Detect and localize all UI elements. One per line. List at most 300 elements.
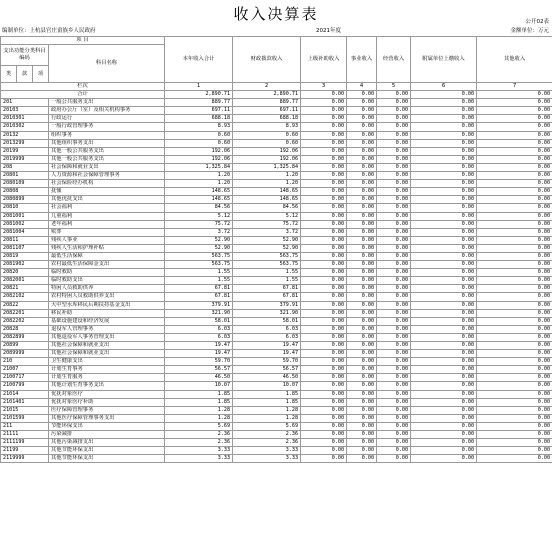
amount-cell: 0.00: [301, 228, 347, 236]
amount-cell: 0.00: [411, 350, 477, 358]
table-row: [1, 277, 552, 285]
amount-cell: 0.00: [377, 180, 411, 188]
amount-cell: 1.85: [233, 390, 301, 398]
amount-cell: 0.00: [477, 422, 552, 430]
amount-cell: 0.00: [411, 155, 477, 163]
subject-name: 其他一般公共服务支出: [49, 155, 165, 163]
amount-cell: 0.00: [347, 261, 377, 269]
amount-cell: 0.00: [477, 447, 552, 455]
table-row: [1, 139, 552, 147]
header-col-5: 经营收入: [377, 37, 411, 83]
header-col-3: 上级补助收入: [301, 37, 347, 83]
amount-cell: 0.00: [301, 139, 347, 147]
amount-cell: 0.00: [347, 244, 377, 252]
amount-cell: 0.00: [477, 309, 552, 317]
amount-cell: 3.72: [233, 228, 301, 236]
amount-cell: 0.00: [347, 212, 377, 220]
amount-cell: 0.00: [377, 333, 411, 341]
table-row: [1, 398, 552, 406]
income-table: [0, 36, 552, 463]
amount-cell: 688.18: [165, 115, 233, 123]
table-row: [1, 188, 552, 196]
amount-cell: 148.65: [165, 196, 233, 204]
amount-cell: 5.69: [165, 422, 233, 430]
amount-cell: 67.81: [233, 285, 301, 293]
subject-name: 卫生健康支出: [49, 358, 165, 366]
amount-cell: 0.00: [301, 422, 347, 430]
amount-cell: 19.47: [165, 342, 233, 350]
amount-cell: 0.00: [301, 212, 347, 220]
header-col-6: 附属单位上缴收入: [411, 37, 477, 83]
amount-cell: 0.00: [301, 390, 347, 398]
subject-name: 残疾人事业: [49, 236, 165, 244]
subject-code: 2081902: [1, 261, 49, 269]
amount-cell: 0.00: [347, 325, 377, 333]
table-row: [1, 99, 552, 107]
amount-cell: 0.00: [411, 390, 477, 398]
table-row: [1, 422, 552, 430]
amount-cell: 3.33: [233, 447, 301, 455]
table-row: [1, 366, 552, 374]
amount-cell: 148.65: [233, 188, 301, 196]
amount-cell: 0.00: [411, 333, 477, 341]
amount-cell: 0.00: [347, 422, 377, 430]
subject-name: 其他社会保障和就业支出: [49, 350, 165, 358]
subject-code: 2082899: [1, 333, 49, 341]
subject-code: 20199: [1, 147, 49, 155]
amount-cell: 0.00: [301, 277, 347, 285]
table-row: [1, 358, 552, 366]
amount-cell: 19.47: [165, 350, 233, 358]
amount-cell: 0.00: [477, 455, 552, 463]
header-col-4: 事业收入: [347, 37, 377, 83]
amount-cell: 0.00: [411, 309, 477, 317]
table-row: [1, 439, 552, 447]
amount-cell: 0.00: [347, 301, 377, 309]
amount-cell: 0.00: [347, 123, 377, 131]
amount-cell: 0.00: [301, 439, 347, 447]
subject-code: 2082201: [1, 309, 49, 317]
amount-cell: 192.06: [165, 155, 233, 163]
amount-cell: 0.00: [411, 293, 477, 301]
table-row: [1, 317, 552, 325]
amount-cell: 0.00: [301, 147, 347, 155]
table-row: [1, 212, 552, 220]
amount-cell: 1.55: [165, 269, 233, 277]
amount-cell: 58.01: [165, 317, 233, 325]
amount-cell: 0.00: [377, 131, 411, 139]
subject-name: 其他节能环保支出: [49, 455, 165, 463]
table-row: [1, 220, 552, 228]
subject-code: 2010302: [1, 123, 49, 131]
amount-cell: 0.00: [347, 285, 377, 293]
amount-cell: 0.00: [477, 342, 552, 350]
amount-cell: 0.00: [347, 196, 377, 204]
subject-code: 21014: [1, 390, 49, 398]
subject-name: 组织事务: [49, 131, 165, 139]
amount-cell: 0.00: [411, 123, 477, 131]
amount-cell: 6.03: [233, 325, 301, 333]
amount-cell: 0.00: [411, 439, 477, 447]
col-number-5: 5: [377, 83, 411, 91]
amount-cell: 148.65: [165, 188, 233, 196]
amount-cell: 58.01: [233, 317, 301, 325]
subject-code: 2013299: [1, 139, 49, 147]
amount-cell: 321.90: [233, 309, 301, 317]
amount-cell: 563.75: [165, 261, 233, 269]
amount-cell: 0.00: [301, 188, 347, 196]
amount-cell: 0.00: [411, 196, 477, 204]
total-row: [1, 91, 552, 99]
total-label: 合计: [1, 91, 165, 99]
amount-cell: 0.00: [411, 180, 477, 188]
amount-cell: 0.00: [377, 447, 411, 455]
header-project: 项 目: [1, 37, 165, 45]
subject-name: 医疗保障管理事务: [49, 406, 165, 414]
amount-cell: 1.85: [165, 398, 233, 406]
amount-cell: 321.90: [165, 309, 233, 317]
amount-cell: 0.00: [477, 107, 552, 115]
subject-name: 其他组织事务支出: [49, 139, 165, 147]
subject-code: 20808: [1, 188, 49, 196]
amount-cell: 0.00: [477, 414, 552, 422]
subject-code: 20828: [1, 325, 49, 333]
amount-cell: 2.36: [233, 431, 301, 439]
amount-cell: 0.00: [347, 131, 377, 139]
subject-code: 20801: [1, 172, 49, 180]
amount-cell: 0.00: [411, 147, 477, 155]
amount-cell: 688.18: [233, 115, 301, 123]
amount-cell: 0.00: [477, 293, 552, 301]
header-lei: 款: [17, 66, 33, 83]
subject-code: 21007: [1, 366, 49, 374]
amount-unit: 金额单位：万元: [510, 28, 549, 34]
subject-code: 2101599: [1, 414, 49, 422]
subject-name: 其他计划生育事务支出: [49, 382, 165, 390]
amount-cell: 0.00: [477, 212, 552, 220]
amount-cell: 0.00: [377, 252, 411, 260]
amount-cell: 0.00: [377, 309, 411, 317]
total-value: 2,890.71: [233, 91, 301, 99]
amount-cell: 0.00: [347, 382, 377, 390]
amount-cell: 0.00: [301, 269, 347, 277]
amount-cell: 0.00: [477, 325, 552, 333]
table-row: [1, 155, 552, 163]
amount-cell: 0.00: [411, 431, 477, 439]
amount-cell: 0.00: [411, 398, 477, 406]
amount-cell: 0.00: [411, 414, 477, 422]
amount-cell: 19.47: [233, 342, 301, 350]
subject-name: 计划生育服务: [49, 374, 165, 382]
amount-cell: 0.00: [377, 350, 411, 358]
subject-name: 老年福利: [49, 220, 165, 228]
amount-cell: 0.00: [301, 374, 347, 382]
subject-code: 210: [1, 358, 49, 366]
header-col-1: 本年收入合计: [165, 37, 233, 83]
subject-code: 21111: [1, 431, 49, 439]
amount-cell: 0.00: [301, 236, 347, 244]
amount-cell: 0.00: [477, 406, 552, 414]
amount-cell: 1.28: [165, 406, 233, 414]
amount-cell: 3.33: [233, 455, 301, 463]
amount-cell: 0.00: [477, 269, 552, 277]
col-number-3: 3: [301, 83, 347, 91]
amount-cell: 0.00: [411, 422, 477, 430]
amount-cell: 0.00: [377, 431, 411, 439]
amount-cell: 52.90: [233, 236, 301, 244]
amount-cell: 0.00: [477, 188, 552, 196]
table-row: [1, 414, 552, 422]
subject-name: 大中型水库移民后期扶持基金支出: [49, 301, 165, 309]
table-row: [1, 447, 552, 455]
amount-cell: 0.00: [377, 422, 411, 430]
subject-code: 20811: [1, 236, 49, 244]
amount-cell: 0.00: [477, 333, 552, 341]
amount-cell: 0.00: [411, 447, 477, 455]
table-row: [1, 147, 552, 155]
amount-cell: 0.00: [347, 163, 377, 171]
amount-cell: 0.00: [377, 204, 411, 212]
amount-cell: 379.91: [233, 301, 301, 309]
amount-cell: 1,325.84: [165, 163, 233, 171]
amount-cell: 0.00: [347, 439, 377, 447]
amount-cell: 5.12: [165, 212, 233, 220]
amount-cell: 1.28: [233, 406, 301, 414]
amount-cell: 0.00: [411, 220, 477, 228]
amount-cell: 0.00: [477, 382, 552, 390]
amount-cell: 3.33: [165, 447, 233, 455]
header-function-class: 支出功能分类科目编码: [1, 45, 49, 66]
amount-cell: 0.00: [411, 107, 477, 115]
amount-cell: 0.00: [347, 236, 377, 244]
amount-cell: 0.00: [377, 439, 411, 447]
amount-cell: 0.00: [347, 358, 377, 366]
amount-cell: 0.00: [301, 455, 347, 463]
amount-cell: 0.00: [411, 236, 477, 244]
amount-cell: 0.00: [411, 139, 477, 147]
table-row: [1, 390, 552, 398]
amount-cell: 0.00: [411, 366, 477, 374]
subject-code: 211: [1, 422, 49, 430]
amount-cell: 0.00: [347, 398, 377, 406]
amount-cell: 1,325.84: [233, 163, 301, 171]
amount-cell: 0.00: [377, 325, 411, 333]
table-row: [1, 236, 552, 244]
subject-code: 2081002: [1, 220, 49, 228]
amount-cell: 0.00: [377, 269, 411, 277]
subject-name: 其他污染减排支出: [49, 439, 165, 447]
total-value: 2,890.71: [165, 91, 233, 99]
amount-cell: 0.00: [411, 382, 477, 390]
amount-cell: 0.00: [301, 447, 347, 455]
amount-cell: 0.00: [377, 155, 411, 163]
header-col-2: 财政拨款收入: [233, 37, 301, 83]
amount-cell: 0.00: [477, 139, 552, 147]
amount-cell: 1.55: [165, 277, 233, 285]
amount-cell: 0.00: [301, 123, 347, 131]
amount-cell: 0.00: [301, 414, 347, 422]
subject-name: 最低生活保障: [49, 252, 165, 260]
subject-name: 节能环保支出: [49, 422, 165, 430]
amount-cell: 0.00: [411, 188, 477, 196]
amount-cell: 75.72: [233, 220, 301, 228]
amount-cell: 563.75: [233, 261, 301, 269]
amount-cell: 889.77: [233, 99, 301, 107]
subject-code: 2081004: [1, 228, 49, 236]
amount-cell: 0.00: [301, 325, 347, 333]
subject-name: 农村最低生活保障金支出: [49, 261, 165, 269]
table-row: [1, 123, 552, 131]
amount-cell: 0.00: [477, 439, 552, 447]
amount-cell: 0.00: [411, 455, 477, 463]
col-number-6: 6: [411, 83, 477, 91]
table-row: [1, 172, 552, 180]
amount-cell: 0.00: [347, 220, 377, 228]
table-row: [1, 342, 552, 350]
subject-code: 2082102: [1, 293, 49, 301]
table-row: [1, 244, 552, 252]
amount-cell: 0.00: [377, 212, 411, 220]
subject-name: 计划生育事务: [49, 366, 165, 374]
amount-cell: 0.00: [301, 358, 347, 366]
amount-cell: 0.00: [347, 455, 377, 463]
amount-cell: 0.00: [377, 107, 411, 115]
amount-cell: 0.00: [411, 131, 477, 139]
amount-cell: 0.00: [347, 228, 377, 236]
amount-cell: 0.00: [477, 123, 552, 131]
subject-name: 污染减排: [49, 431, 165, 439]
amount-cell: 697.11: [165, 107, 233, 115]
amount-cell: 0.00: [377, 293, 411, 301]
subject-name: 特困人员救助供养: [49, 285, 165, 293]
amount-cell: 3.33: [165, 455, 233, 463]
amount-cell: 0.00: [347, 99, 377, 107]
amount-cell: 0.00: [411, 358, 477, 366]
subject-code: 2082001: [1, 277, 49, 285]
amount-cell: 0.00: [301, 317, 347, 325]
subject-code: 20810: [1, 204, 49, 212]
header-row-project: [1, 37, 552, 45]
subject-code: 201: [1, 99, 49, 107]
amount-cell: 0.00: [477, 358, 552, 366]
amount-cell: 0.00: [347, 204, 377, 212]
subject-code: 20819: [1, 252, 49, 260]
total-value: 0.00: [377, 91, 411, 99]
amount-cell: 0.00: [477, 277, 552, 285]
amount-cell: 0.00: [347, 293, 377, 301]
subject-code: 208: [1, 163, 49, 171]
subject-code: 2081001: [1, 212, 49, 220]
row-index-label: 栏次: [1, 83, 165, 91]
amount-cell: 0.00: [477, 317, 552, 325]
amount-cell: 59.70: [165, 358, 233, 366]
amount-cell: 0.00: [301, 333, 347, 341]
amount-cell: 0.60: [165, 139, 233, 147]
amount-cell: 2.36: [165, 439, 233, 447]
subject-name: 退役军人管理事务: [49, 325, 165, 333]
amount-cell: 67.81: [233, 293, 301, 301]
amount-cell: 0.00: [347, 277, 377, 285]
subject-code: 20820: [1, 269, 49, 277]
amount-cell: 0.60: [233, 139, 301, 147]
amount-cell: 0.00: [377, 163, 411, 171]
amount-cell: 0.00: [411, 212, 477, 220]
subject-name: 抚恤: [49, 188, 165, 196]
amount-cell: 10.07: [165, 382, 233, 390]
amount-cell: 0.00: [411, 99, 477, 107]
amount-cell: 0.00: [477, 244, 552, 252]
amount-cell: 0.00: [411, 228, 477, 236]
subject-name: 其他医疗保障管理事务支出: [49, 414, 165, 422]
amount-cell: 0.00: [347, 180, 377, 188]
amount-cell: 0.00: [347, 350, 377, 358]
subject-name: 殡葬: [49, 228, 165, 236]
amount-cell: 0.00: [347, 147, 377, 155]
amount-cell: 0.00: [411, 342, 477, 350]
subject-code: 2100799: [1, 382, 49, 390]
amount-cell: 0.00: [411, 301, 477, 309]
subject-name: 残疾人生活和护理补贴: [49, 244, 165, 252]
amount-cell: 0.00: [377, 188, 411, 196]
amount-cell: 0.00: [377, 366, 411, 374]
amount-cell: 697.11: [233, 107, 301, 115]
amount-cell: 0.00: [477, 115, 552, 123]
amount-cell: 0.00: [377, 390, 411, 398]
amount-cell: 0.00: [301, 172, 347, 180]
amount-cell: 0.00: [301, 107, 347, 115]
amount-cell: 1.28: [165, 414, 233, 422]
amount-cell: 0.00: [301, 252, 347, 260]
amount-cell: 0.00: [377, 455, 411, 463]
amount-cell: 8.93: [165, 123, 233, 131]
subject-code: 2100717: [1, 374, 49, 382]
amount-cell: 59.70: [233, 358, 301, 366]
amount-cell: 0.00: [477, 99, 552, 107]
amount-cell: 0.00: [477, 155, 552, 163]
subject-name: 优抚对象医疗: [49, 390, 165, 398]
table-row: [1, 115, 552, 123]
subject-code: 2019999: [1, 155, 49, 163]
amount-cell: 0.00: [301, 155, 347, 163]
amount-cell: 6.03: [165, 333, 233, 341]
amount-cell: 0.00: [377, 374, 411, 382]
amount-cell: 84.56: [233, 204, 301, 212]
amount-cell: 0.00: [347, 309, 377, 317]
amount-cell: 563.75: [165, 252, 233, 260]
subject-code: 20899: [1, 342, 49, 350]
table-row: [1, 382, 552, 390]
amount-cell: 0.00: [477, 301, 552, 309]
subject-code: 2080899: [1, 196, 49, 204]
column-index-row: [1, 83, 552, 91]
form-code: 公开02表: [525, 19, 549, 25]
amount-cell: 52.90: [165, 236, 233, 244]
amount-cell: 0.00: [477, 196, 552, 204]
subject-code: 21199: [1, 447, 49, 455]
amount-cell: 52.90: [233, 244, 301, 252]
table-row: [1, 301, 552, 309]
subject-code: 20103: [1, 107, 49, 115]
amount-cell: 0.00: [477, 172, 552, 180]
amount-cell: 46.50: [165, 374, 233, 382]
amount-cell: 0.00: [477, 236, 552, 244]
amount-cell: 0.00: [411, 269, 477, 277]
amount-cell: 0.00: [301, 382, 347, 390]
table-row: [1, 325, 552, 333]
amount-cell: 0.00: [347, 333, 377, 341]
col-number-4: 4: [347, 83, 377, 91]
amount-cell: 0.00: [411, 163, 477, 171]
